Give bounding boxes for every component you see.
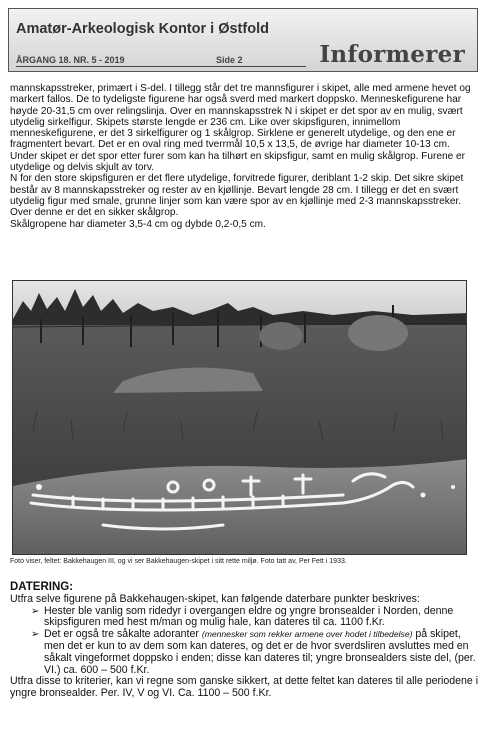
dating-criterion-horse bbox=[31, 606, 480, 630]
paragraph-north-figures: N for den store skipsfiguren er det flere utydelige, forvitrede figurer, deriblant 1-2 skip. Det sikre skipet består av 8 mannskapsstreker og rester av en kjøllinje. Bevart lengde 28 cm. I tillegg er det en svært utydelig figur med smale, grunne linjer som kan være spor av en kjøllinje med 2-3 mannskapsstreker. Over denne er det en sikker skålgrop. bbox=[10, 173, 464, 219]
issue-info-row bbox=[16, 55, 306, 67]
site-photograph bbox=[12, 280, 467, 555]
paragraph-under-ship: Under skipet er det spor etter furer som kan ha tilhørt en skipsfigur, samt en mulig skålgrop. Furene er utydelige og delvis skjult av torv. bbox=[10, 150, 465, 174]
dating-heading: DATERING: bbox=[10, 581, 74, 593]
photo-caption: Foto viser, feltet: Bakkehaugen III, og vi ser Bakkehaugen-skipet i sitt rette miljø. Foto tatt av, Per Fett i 1933. bbox=[10, 558, 347, 565]
issue-number: ÅRGANG 18. NR. 5 - 2019 bbox=[16, 55, 125, 65]
page-number: Side 2 bbox=[216, 55, 243, 65]
dating-criteria-list bbox=[31, 606, 480, 677]
dating-conclusion: Utfra disse to kriterier, kan vi regne som ganske sikkert, at dette feltet kan dateres til alle periodene i yngre bronsealder. Per. IV, V og VI. Ca. 1100 – 500 f.Kr. bbox=[10, 675, 479, 700]
arrow-bullet-icon: ➢ bbox=[31, 629, 40, 641]
rock-carving-photo-illustration bbox=[13, 281, 467, 555]
criterion-adorants-text-end: på skipet, men det er kun to av dem som kan dateres, og det er de hvor sverdsliren avsluttes med en såkalt vingeformet doppsko i enden; disse kan dateres til; yngre bronsealders siste del, (per. VI.) ca. 600 – 500 f.Kr. bbox=[44, 628, 476, 676]
criterion-horse-text: Hester ble vanlig som ridedyr i overgangen eldre og yngre bronsealder i Norden, denne skipsfiguren med hest m/man og mulig hale, kan dateres til ca. 1100 f.Kr. bbox=[44, 604, 454, 629]
organization-title: Amatør-Arkeologisk Kontor i Østfold bbox=[16, 21, 269, 37]
paragraph-ship-figures: mannskapsstreker, primært i S-del. I tillegg står det tre mannsfigurer i skipet, alle med armene hevet og markert fallos. De to tydeligste figurene har også sverd med markert doppsko. Menneskefigurene har høyde 20-31,5 cm over relingslinja. Over en mannskapsstrek N i skipet er det spor av en mulig, svært utydelig sirkelfigur. Skipets største lengde er 236 cm. Like over skipsfiguren, innimellom menneskefigurene, er det 3 sirkelfigurer og 1 skålgrop. Sirklene er generelt utydelige, og den ene er fragmentert bevart. Det er en oval ring med tverrmål 10,5 x 13,5, de øvrige har diameter 10-13 cm. bbox=[10, 83, 471, 151]
newsletter-header bbox=[8, 8, 478, 72]
newsletter-brand: Informerer bbox=[319, 41, 465, 68]
paragraph-cup-marks: Skålgropene har diameter 3,5-4 cm og dybde 0,2-0,5 cm. bbox=[10, 218, 266, 230]
article-body bbox=[10, 83, 480, 230]
arrow-bullet-icon: ➢ bbox=[31, 605, 40, 617]
dating-section bbox=[10, 582, 480, 700]
dating-criterion-adorants bbox=[31, 629, 480, 676]
adorant-definition-note: (mennesker som rekker armene over hodet i tilbedelse) bbox=[201, 629, 413, 640]
dating-intro: Utfra selve figurene på Bakkehaugen-skipet, kan følgende daterbare punkter beskrives: bbox=[10, 592, 420, 605]
criterion-adorants-text-start: Det er også tre såkalte adoranter bbox=[44, 628, 202, 641]
